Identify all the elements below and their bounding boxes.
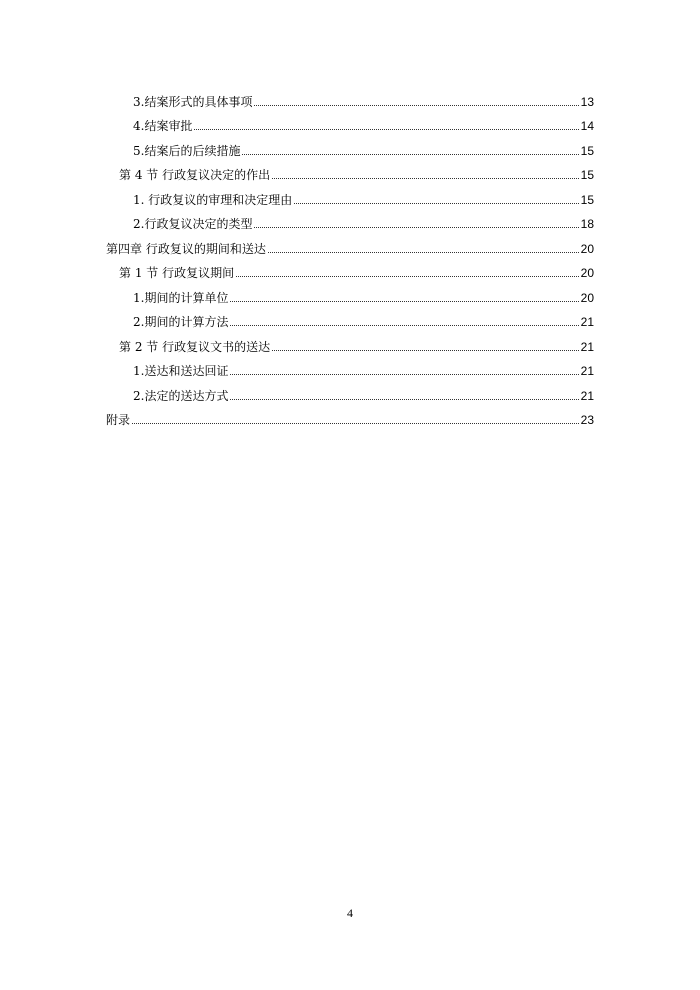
toc-entry-title: 1. 行政复议的审理和决定理由 (133, 192, 293, 207)
toc-entry-title: 第 4 节 行政复议决定的作出 (119, 168, 271, 182)
toc-entry-title: 1.送达和送达回证 (133, 364, 229, 378)
toc-entry[interactable] (0, 207, 700, 232)
toc-entry-title: 3.结案形式的具体事项 (133, 94, 253, 109)
toc-dot-leader (230, 324, 578, 326)
page-number: 4 (347, 906, 353, 920)
toc-dot-leader (230, 373, 578, 375)
toc-entry-page: 14 (580, 119, 594, 133)
toc-entry-page: 15 (580, 192, 594, 207)
toc-dot-leader (236, 275, 579, 277)
toc-entry-page: 21 (580, 364, 594, 378)
toc-entry-page: 21 (580, 315, 594, 329)
toc-entry-page: 21 (580, 339, 594, 354)
toc-entry-title: 1.期间的计算单位 (133, 290, 229, 305)
table-of-contents (0, 84, 700, 427)
toc-entry-page: 15 (580, 143, 594, 158)
toc-entry[interactable] (0, 158, 700, 183)
toc-entry[interactable] (0, 182, 700, 207)
toc-entry[interactable] (0, 280, 700, 305)
toc-dot-leader (194, 128, 578, 130)
toc-dot-leader (272, 177, 579, 179)
toc-dot-leader (268, 251, 579, 253)
toc-entry-title: 4.结案审批 (133, 119, 193, 133)
toc-dot-leader (294, 202, 578, 204)
toc-entry-title: 2.期间的计算方法 (133, 315, 229, 329)
toc-dot-leader (132, 422, 579, 424)
toc-entry[interactable] (0, 256, 700, 281)
toc-dot-leader (230, 398, 578, 400)
toc-entry-page: 13 (580, 94, 594, 109)
toc-entry[interactable] (0, 109, 700, 134)
toc-entry-page: 20 (580, 290, 594, 305)
toc-entry[interactable] (0, 231, 700, 256)
toc-dot-leader (254, 104, 578, 106)
toc-entry-page: 20 (580, 266, 594, 280)
toc-entry-page: 23 (580, 413, 594, 427)
toc-entry[interactable] (0, 403, 700, 428)
toc-entry-title: 2.法定的送达方式 (133, 388, 229, 403)
toc-dot-leader (242, 153, 578, 155)
toc-entry[interactable] (0, 305, 700, 330)
toc-entry[interactable] (0, 354, 700, 379)
toc-entry[interactable] (0, 329, 700, 354)
toc-entry-page: 15 (580, 168, 594, 182)
toc-dot-leader (254, 226, 578, 228)
toc-dot-leader (230, 300, 578, 302)
toc-entry-title: 5.结案后的后续措施 (133, 143, 241, 158)
toc-entry-page: 20 (580, 241, 594, 256)
toc-entry-title: 附录 (106, 413, 131, 427)
toc-entry-title: 第 2 节 行政复议文书的送达 (119, 339, 271, 354)
toc-entry-title: 第 1 节 行政复议期间 (119, 266, 235, 280)
toc-entry[interactable] (0, 133, 700, 158)
toc-entry-page: 18 (580, 217, 594, 231)
toc-entry[interactable] (0, 378, 700, 403)
toc-dot-leader (272, 349, 579, 351)
toc-entry-title: 2.行政复议决定的类型 (133, 217, 253, 231)
toc-entry-page: 21 (580, 388, 594, 403)
toc-entry-title: 第四章 行政复议的期间和送达 (106, 241, 266, 256)
toc-entry[interactable] (0, 84, 700, 109)
